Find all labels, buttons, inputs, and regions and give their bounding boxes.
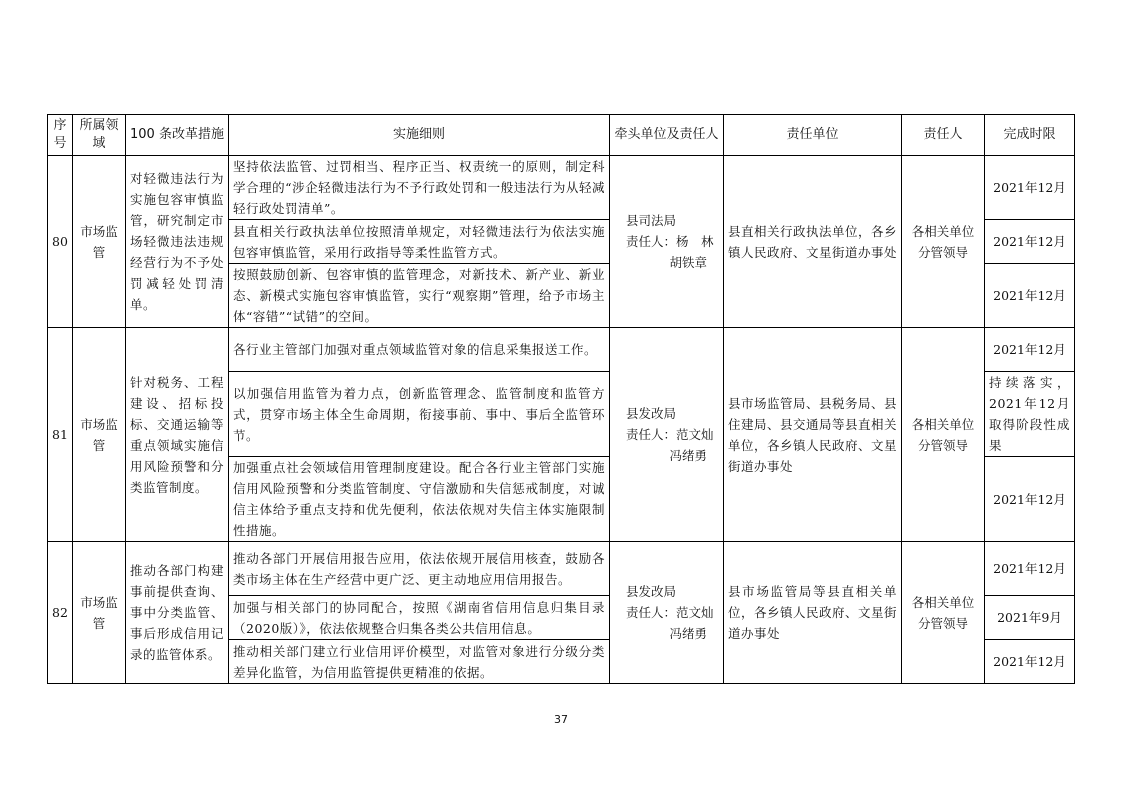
lead-person: 责任人：范文灿 <box>626 605 714 620</box>
detail-cell: 推动各部门开展信用报告应用，依法依规开展信用核查，鼓励各类市场主体在生产经营中更广泛、更主动地应用信用报告。 <box>229 542 610 596</box>
lead-unit: 县发改局 <box>626 584 677 599</box>
deadline-cell: 2021年12月 <box>985 220 1075 264</box>
lead-person: 责任人：范文灿 <box>626 427 714 442</box>
deadline-cell: 2021年12月 <box>985 457 1075 542</box>
table-row <box>48 542 1075 596</box>
lead-person-2: 冯绪勇 <box>669 448 707 463</box>
field-cell: 市场监管 <box>73 156 126 328</box>
deadline-cell: 2021年12月 <box>985 542 1075 596</box>
deadline-cell: 持续落实，2021年12月取得阶段性成果 <box>985 372 1075 457</box>
lead-person: 责任人：杨 林 <box>626 234 714 249</box>
deadline-cell: 2021年9月 <box>985 596 1075 640</box>
lead-unit: 县司法局 <box>626 213 677 228</box>
header-lead: 牵头单位及责任人 <box>610 115 724 156</box>
field-cell: 市场监管 <box>73 328 126 542</box>
header-deadline: 完成时限 <box>985 115 1075 156</box>
deadline-cell: 2021年12月 <box>985 328 1075 372</box>
person-cell: 各相关单位分管领导 <box>902 328 985 542</box>
detail-cell: 县直相关行政执法单位按照清单规定，对轻微违法行为依法实施包容审慎监管，采用行政指导等柔性监管方式。 <box>229 220 610 264</box>
lead-person-2: 胡铁章 <box>669 255 707 270</box>
reform-table <box>47 114 1075 684</box>
page-number: 37 <box>554 713 568 726</box>
lead-cell <box>610 156 724 328</box>
header-resp-unit: 责任单位 <box>724 115 902 156</box>
header-field: 所属领域 <box>73 115 126 156</box>
header-row <box>48 115 1075 156</box>
table-row <box>48 328 1075 372</box>
person-cell: 各相关单位分管领导 <box>902 156 985 328</box>
detail-cell: 以加强信用监管为着力点，创新监管理念、监管制度和监管方式，贯穿市场主体全生命周期，衔接事前、事中、事后全监管环节。 <box>229 372 610 457</box>
header-person: 责任人 <box>902 115 985 156</box>
measure-cell: 对轻微违法行为实施包容审慎监管，研究制定市场轻微违法违规经营行为不予处罚减轻处罚清单。 <box>126 156 229 328</box>
field-cell: 市场监管 <box>73 542 126 684</box>
lead-unit: 县发改局 <box>626 406 677 421</box>
measure-cell: 推动各部门构建事前提供查询、事中分类监管、事后形成信用记录的监管体系。 <box>126 542 229 684</box>
deadline-cell: 2021年12月 <box>985 640 1075 684</box>
lead-cell <box>610 328 724 542</box>
detail-cell: 坚持依法监管、过罚相当、程序正当、权责统一的原则，制定科学合理的“涉企轻微违法行为不予行政处罚和一般违法行为从轻减轻行政处罚清单”。 <box>229 156 610 220</box>
detail-cell: 推动相关部门建立行业信用评价模型，对监管对象进行分级分类差异化监管，为信用监管提供更精准的依据。 <box>229 640 610 684</box>
person-cell: 各相关单位分管领导 <box>902 542 985 684</box>
seq-cell: 82 <box>48 542 73 684</box>
seq-cell: 81 <box>48 328 73 542</box>
header-seq: 序号 <box>48 115 73 156</box>
detail-cell: 各行业主管部门加强对重点领域监管对象的信息采集报送工作。 <box>229 328 610 372</box>
measure-cell: 针对税务、工程建设、招标投标、交通运输等重点领域实施信用风险预警和分类监管制度。 <box>126 328 229 542</box>
lead-person-2: 冯绪勇 <box>669 626 707 641</box>
deadline-cell: 2021年12月 <box>985 156 1075 220</box>
seq-cell: 80 <box>48 156 73 328</box>
table-row <box>48 156 1075 220</box>
lead-cell <box>610 542 724 684</box>
header-measure: 100 条改革措施 <box>126 115 229 156</box>
detail-cell: 加强重点社会领域信用管理制度建设。配合各行业主管部门实施信用风险预警和分类监管制度、守信激励和失信惩戒制度，对诚信主体给予重点支持和优先便利，依法依规对失信主体实施限制性措施。 <box>229 457 610 542</box>
resp-unit-cell: 县市场监管局等县直相关单位，各乡镇人民政府、文星街道办事处 <box>724 542 902 684</box>
detail-cell: 加强与相关部门的协同配合，按照《湖南省信用信息归集目录（2020版）》，依法依规整合归集各类公共信用信息。 <box>229 596 610 640</box>
resp-unit-cell: 县直相关行政执法单位，各乡镇人民政府、文星街道办事处 <box>724 156 902 328</box>
deadline-cell: 2021年12月 <box>985 264 1075 328</box>
detail-cell: 按照鼓励创新、包容审慎的监管理念，对新技术、新产业、新业态、新模式实施包容审慎监管，实行“观察期”管理，给予市场主体“容错”“试错”的空间。 <box>229 264 610 328</box>
resp-unit-cell: 县市场监管局、县税务局、县住建局、县交通局等县直相关单位，各乡镇人民政府、文星街道办事处 <box>724 328 902 542</box>
header-detail: 实施细则 <box>229 115 610 156</box>
